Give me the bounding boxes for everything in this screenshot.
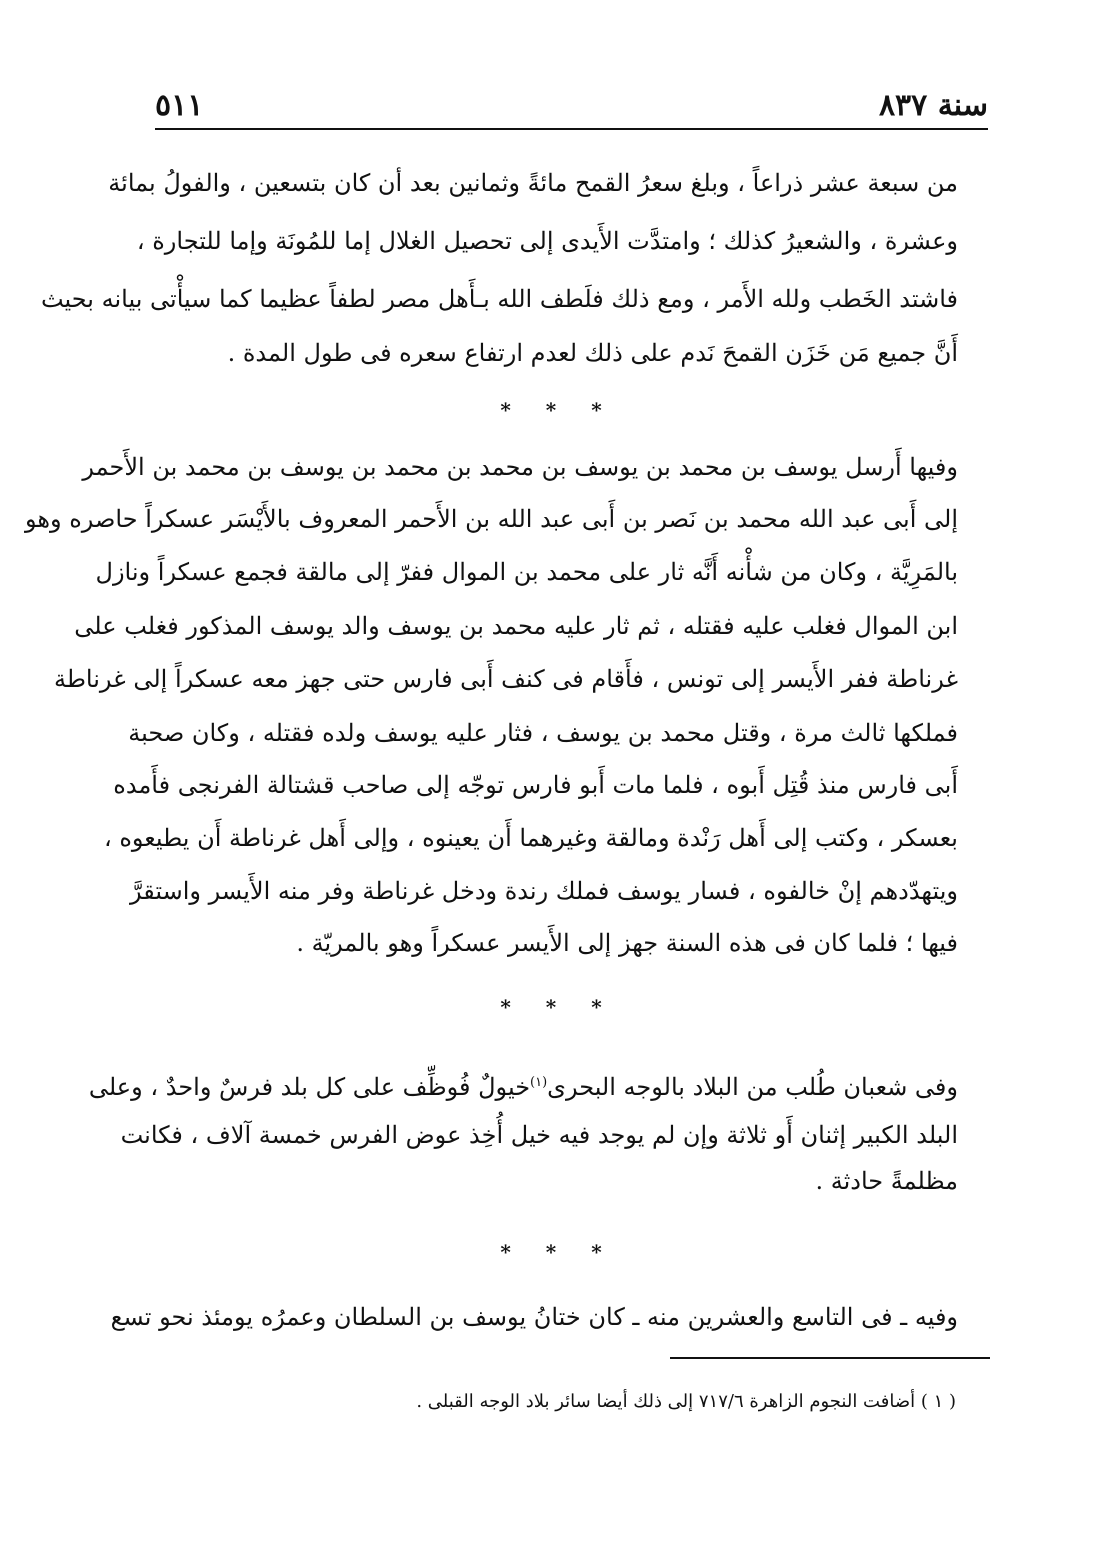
- paragraph-1-line-4: أَنَّ جميع مَن خَزَن القمحَ نَدم على ذلك لعدم ارتفاع سعره فى طول المدة .: [227, 339, 958, 367]
- section-separator: * * *: [500, 398, 616, 422]
- paragraph-3-line-1-start: وفى شعبان طُلب من البلاد بالوجه البحرى: [547, 1073, 958, 1101]
- paragraph-4-line-1: وفيه ـ فى التاسع والعشرين منه ـ كان ختانُ يوسف بن السلطان وعمرُه يومئذ نحو تسع: [110, 1303, 958, 1331]
- paragraph-2-line-8: بعسكر ، وكتب إلى أَهل رَنْدة ومالقة وغيرهما أَن يعينوه ، وإلى أَهل غرناطة أَن يطيعوه ،: [103, 824, 958, 852]
- page-header: [155, 88, 988, 126]
- paragraph-2-line-6: فملكها ثالث مرة ، وقتل محمد بن يوسف ، فثار عليه يوسف ولده فقتله ، وكان صحبة: [128, 719, 958, 747]
- year-heading: سنة ٨٣٧: [878, 88, 988, 123]
- paragraph-2-line-9: ويتهدّدهم إنْ خالفوه ، فسار يوسف فملك رندة ودخل غرناطة وفر منه الأَيسر واستقرَّ: [129, 877, 958, 905]
- section-separator: * * *: [500, 995, 616, 1019]
- paragraph-1-line-1: من سبعة عشر ذراعاً ، وبلغ سعرُ القمح مائةً وثمانين بعد أن كان بتسعين ، والفولُ بمائة: [108, 169, 958, 197]
- paragraph-1-line-2: وعشرة ، والشعيرُ كذلك ؛ وامتدَّت الأَيدى إلى تحصيل الغلال إما للمُونَة وإما للتجارة ،: [136, 227, 958, 255]
- paragraph-2-line-5: غرناطة ففر الأَيسر إلى تونس ، فأَقام فى كنف أَبى فارس حتى جهز معه عسكراً إلى غرناطة: [53, 665, 958, 693]
- paragraph-2-line-4: ابن الموال فغلب عليه فقتله ، ثم ثار عليه محمد بن يوسف والد يوسف المذكور فغلب على: [74, 612, 958, 640]
- footnote-rule: [670, 1357, 990, 1359]
- paragraph-3-line-3: مظلمةً حادثة .: [815, 1167, 958, 1195]
- paragraph-2-line-10: فيها ؛ فلما كان فى هذه السنة جهز إلى الأَيسر عسكراً وهو بالمريّة .: [296, 929, 958, 957]
- section-separator: * * *: [500, 1240, 616, 1264]
- paragraph-2-line-2: إلى أَبى عبد الله محمد بن نَصر بن أَبى عبد الله بن الأَحمر المعروف بالأَيْسَر عسكراً حاصره وهو: [24, 505, 958, 533]
- paragraph-1-line-3: فاشتد الخَطب ولله الأَمر ، ومع ذلك فلَطف الله بـأَهل مصر لطفاً عظيما كما سيأْتى بيانه بحيث: [40, 285, 958, 313]
- paragraph-2-line-1: وفيها أَرسل يوسف بن محمد بن يوسف بن محمد بن محمد بن يوسف بن محمد بن الأَحمر: [82, 453, 958, 481]
- footnote-reference[interactable]: (١): [530, 1075, 548, 1090]
- footnote-text: ( ١ ) أضافت النجوم الزاهرة ٧١٧/٦ إلى ذلك أيضا سائر بلاد الوجه القبلى .: [416, 1391, 956, 1412]
- paragraph-2-line-7: أَبى فارس منذ قُتِل أَبوه ، فلما مات أَبو فارس توجّه إلى صاحب قشتالة الفرنجى فأَمده: [113, 771, 958, 799]
- header-rule: [155, 128, 988, 130]
- paragraph-3-line-2: البلد الكبير إثنان أَو ثلاثة وإن لم يوجد فيه خيل أُخِذ عوض الفرس خمسة آلاف ، فكانت: [120, 1121, 958, 1149]
- paragraph-3-line-1: [88, 1068, 958, 1102]
- paragraph-3-line-1-tail: خيولٌ فُوظِّف على كل بلد فرسٌ واحدٌ ، وعلى: [88, 1073, 531, 1101]
- paragraph-2-line-3: بالمَرِيَّة ، وكان من شأْنه أَنَّه ثار على محمد بن الموال ففرّ إلى مالقة فجمع عسكراً ونازل: [95, 558, 958, 586]
- page-number: ٥١١: [155, 88, 204, 123]
